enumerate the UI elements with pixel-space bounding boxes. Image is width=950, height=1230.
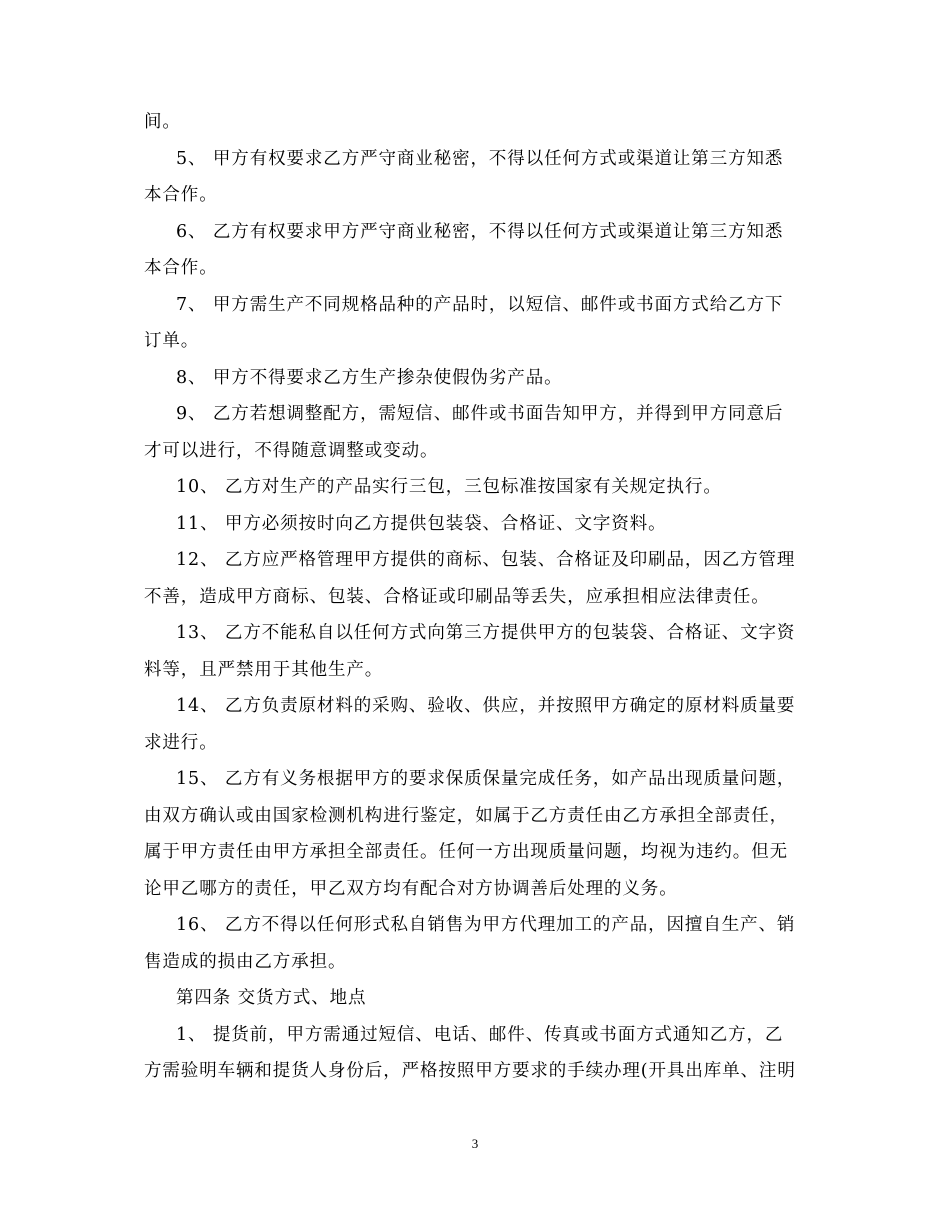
text-line: 7、 甲方需生产不同规格品种的产品时，以短信、邮件或书面方式给乙方下 [176,294,784,315]
text-line: 14、 乙方负责原材料的采购、验收、供应，并按照甲方确定的原材料质量要 [176,696,796,716]
text-line: 6、 乙方有权要求甲方严守商业秘密，不得以任何方式或渠道让第三方知悉 [176,221,784,242]
text-line: 论甲乙哪方的责任，甲乙双方均有配合对方协调善后处理的义务。 [144,878,678,899]
text-line: 本合作。 [144,185,218,205]
text-line: 属于甲方责任由甲方承担全部责任。任何一方出现质量问题，均视为违约。但无 [144,842,788,862]
text-line: 9、 乙方若想调整配方，需短信、邮件或书面告知甲方，并得到甲方同意后 [176,404,784,424]
text-line: 订单。 [144,331,200,351]
text-line: 才可以进行，不得随意调整或变动。 [144,440,439,461]
text-line: 1、 提货前，甲方需通过短信、电话、邮件、传真或书面方式通知乙方，乙 [176,1024,784,1045]
text-line: 间。 [144,112,181,132]
text-line: 12、 乙方应严格管理甲方提供的商标、包装、合格证及印刷品，因乙方管理 [176,550,796,570]
text-line: 料等，且严禁用于其他生产。 [144,659,384,680]
text-line: 售造成的损由乙方承担。 [144,951,347,972]
text-line: 8、 甲方不得要求乙方生产掺杂使假伪劣产品。 [176,367,563,388]
text-line: 不善，造成甲方商标、包装、合格证或印刷品等丢失，应承担相应法律责任。 [144,586,770,607]
text-line: 11、 甲方必须按时向乙方提供包装袋、合格证、文字资料。 [176,513,667,534]
text-line: 第四条 交货方式、地点 [176,988,367,1008]
text-line: 13、 乙方不能私自以任何方式向第三方提供甲方的包装袋、合格证、文字资 [176,623,796,643]
text-line: 10、 乙方对生产的产品实行三包，三包标准按国家有关规定执行。 [176,477,722,497]
text-line: 15、 乙方有义务根据甲方的要求保质保量完成任务，如产品出现质量问题， [176,769,796,789]
page-number: 3 [471,1136,479,1151]
text-line: 16、 乙方不得以任何形式私自销售为甲方代理加工的产品，因擅自生产、销 [176,915,796,935]
text-line: 方需验明车辆和提货人身份后，严格按照甲方要求的手续办理(开具出库单、注明 [144,1061,796,1081]
text-line: 本合作。 [144,258,218,278]
text-line: 5、 甲方有权要求乙方严守商业秘密，不得以任何方式或渠道让第三方知悉 [176,148,784,169]
document-body [144,104,804,1090]
text-line: 由双方确认或由国家检测机构进行鉴定，如属于乙方责任由乙方承担全部责任， [144,805,788,826]
text-line: 求进行。 [144,732,218,753]
